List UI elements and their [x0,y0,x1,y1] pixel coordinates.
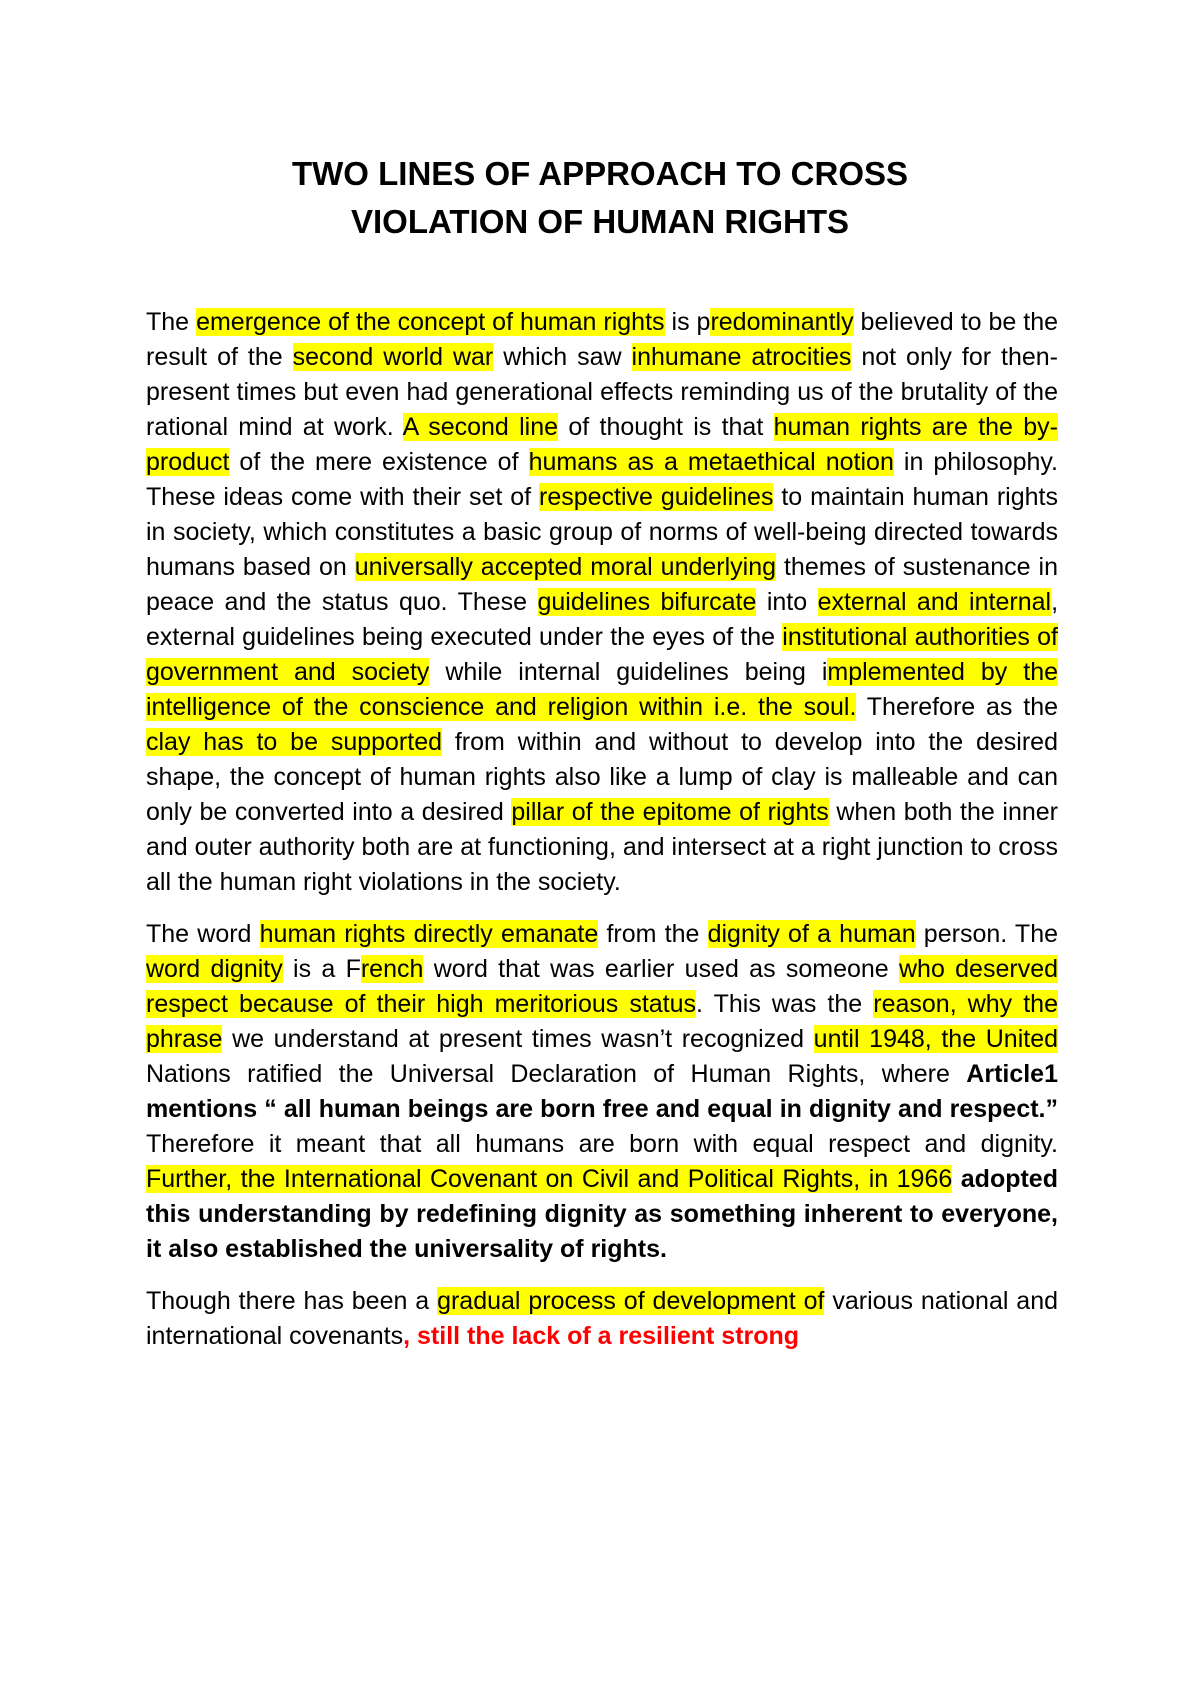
highlighted-text: until 1948, the United [813,1025,1058,1053]
bold-text: Article1 mentions “ all human beings are born free and equal in dignity and respect.” [146,1060,1058,1123]
text-run: . This was the [696,990,874,1018]
highlighted-text: emergence of the concept of human rights [196,308,665,336]
text-run: from within and without to develop into the desired shape, the concept of human rights also like a lump of clay is malleable and can only be converted into a desired [146,728,1058,826]
highlighted-text: rench [360,955,424,983]
highlighted-text: humans as a metaethical notion [528,448,894,476]
text-run: to maintain human rights in society, which constitutes a basic group of norms of well-being directed towards humans based on [146,483,1058,581]
highlighted-text: universally accepted moral underlying [354,553,777,581]
text-run: of the mere existence of [229,448,529,476]
highlighted-text: redominantly [710,308,854,336]
document-title [140,150,1060,246]
text-run: while internal guidelines being i [429,658,828,686]
text-run: word that was earlier used as someone [423,955,899,983]
highlighted-text: A second line [402,413,559,441]
highlighted-text: pillar of the epitome of rights [511,798,829,826]
highlighted-text: who deserved respect because of their high meritorious status [146,955,1058,1018]
highlighted-text: respective guidelines [539,483,774,511]
document-body [146,305,1058,1371]
text-run: The [146,308,197,336]
bold-text: adopted this understanding by redefining dignity as something inherent to everyone, it also established the universality of rights. [146,1165,1058,1263]
text-run: we understand at present times wasn’t recognized [222,1025,814,1053]
text-run: is a F [282,955,361,983]
highlighted-text: guidelines bifurcate [537,588,757,616]
highlighted-text: human rights directly emanate [259,920,599,948]
highlighted-text: human rights are the by-product [146,413,1058,476]
text-run: themes of sustenance in peace and the status quo. These [146,553,1058,616]
text-run: The word [146,920,260,948]
text-run: is p [664,308,711,336]
highlighted-text: institutional authorities of government and society [146,623,1058,686]
highlighted-text: external and internal [817,588,1052,616]
title-line-1: TWO LINES OF APPROACH TO CROSS [291,155,909,192]
highlighted-text: Further, the International Covenant on Civil and Political Rights, in 1966 [146,1165,953,1193]
highlighted-text: mplemented by the intelligence of the conscience and religion within i.e. the soul. [146,658,1058,721]
text-run: believed to be the result of the [146,308,1059,371]
text-run: not only for then-present times but even had generational effects reminding us of the brutality of the rational mind at work. [146,343,1059,441]
text-run: of thought is that [558,413,774,441]
text-run: when both the inner and outer authority both are at functioning, and intersect at a right junction to cross all the human right violations in the society. [146,798,1058,896]
highlighted-text: clay has to be supported [146,728,443,756]
text-run: from the [598,920,708,948]
paragraph-1 [146,305,1058,900]
text-run: Though there has been a [146,1287,438,1315]
text-run: Therefore as the [856,693,1058,721]
paragraph-3 [146,1284,1058,1354]
text-run: which saw [493,343,632,371]
text-run: in philosophy. These ideas come with their set of [146,448,1058,511]
text-run: Therefore it meant that all humans are born with equal respect and dignity. [146,1130,1058,1158]
highlighted-text: word dignity [146,955,283,983]
text-run: into [756,588,818,616]
paragraph-2 [146,917,1058,1267]
highlighted-text: inhumane atrocities [631,343,852,371]
text-run: Nations ratified the Universal Declaration of Human Rights, where [146,1060,967,1088]
highlighted-text: dignity of a human [707,920,916,948]
text-run: , external guidelines being executed under the eyes of the [146,588,1059,651]
text-run: various national and international covenants [146,1287,1059,1350]
title-line-2: VIOLATION OF HUMAN RIGHTS [350,203,850,240]
highlighted-text: second world war [292,343,494,371]
text-run: person. The [915,920,1059,948]
highlighted-text: gradual process of development of [437,1287,825,1315]
emphasis-text: , still the lack of a resilient strong [403,1322,800,1350]
highlighted-text: reason, why the phrase [146,990,1058,1053]
